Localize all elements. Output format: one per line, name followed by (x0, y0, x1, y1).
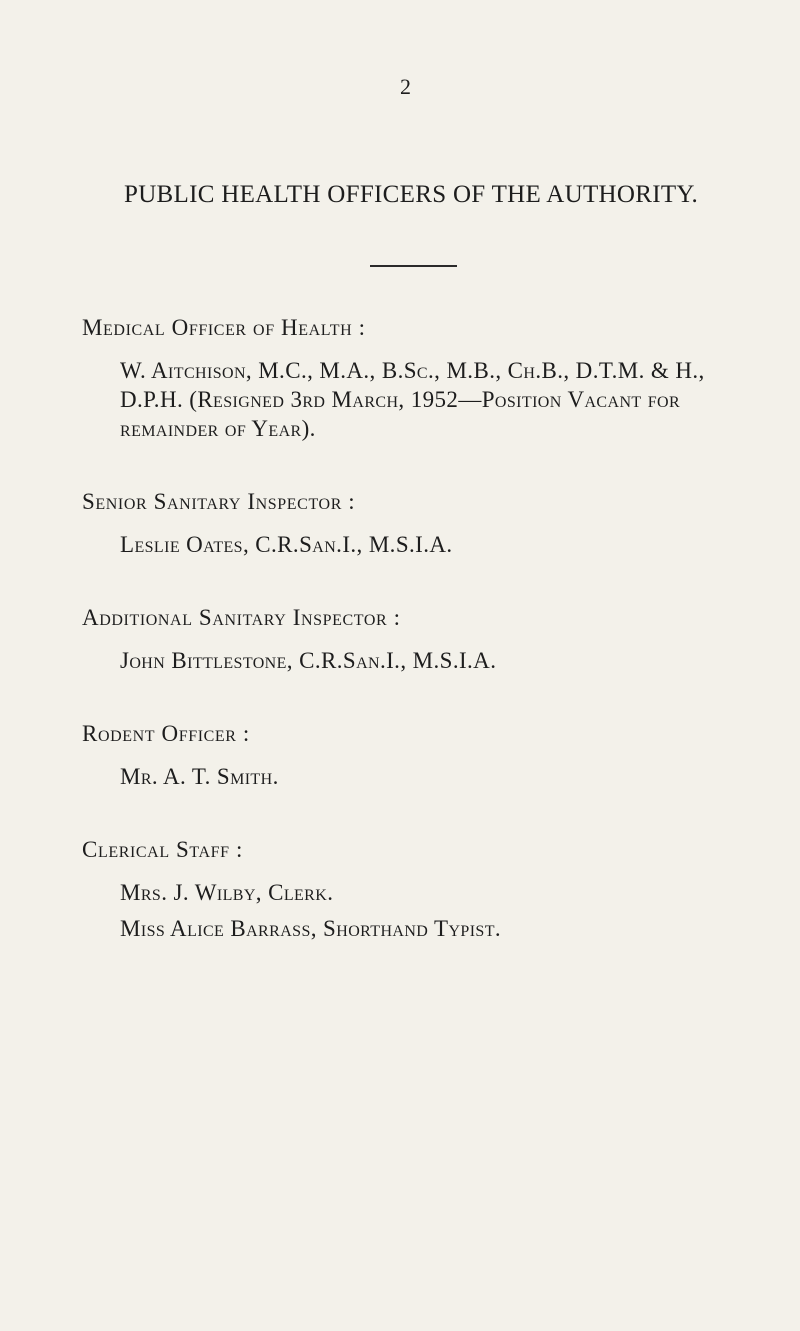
section-rodent-officer (82, 719, 742, 791)
title-divider (370, 265, 457, 267)
role-heading: Senior Sanitary Inspector : (82, 489, 356, 514)
section-clerical-staff (82, 835, 742, 943)
section-additional-sanitary-inspector (82, 603, 742, 675)
role-heading: Clerical Staff : (82, 837, 244, 862)
document-title: PUBLIC HEALTH OFFICERS OF THE AUTHORITY. (124, 181, 699, 208)
officer-entry: Mr. A. T. Smith. (120, 764, 279, 789)
officer-entry: W. Aitchison, M.C., M.A., B.Sc., M.B., Ch.B., D.T.M. & H., D.P.H. (Resigned 3rd March, 1952—Position Vacant for remainder of Year). (120, 358, 705, 441)
role-heading: Rodent Officer : (82, 721, 250, 746)
officer-entry: Miss Alice Barrass, Shorthand Typist. (120, 916, 502, 941)
role-heading: Additional Sanitary Inspector : (82, 605, 401, 630)
section-senior-sanitary-inspector (82, 487, 742, 559)
section-medical-officer (82, 313, 742, 443)
role-heading: Medical Officer of Health : (82, 315, 366, 340)
officer-entry: John Bittlestone, C.R.San.I., M.S.I.A. (120, 648, 497, 673)
officers-list (82, 313, 742, 987)
page-number: 2 (400, 74, 411, 99)
officer-entry: Mrs. J. Wilby, Clerk. (120, 880, 334, 905)
officer-entry: Leslie Oates, C.R.San.I., M.S.I.A. (120, 532, 453, 557)
